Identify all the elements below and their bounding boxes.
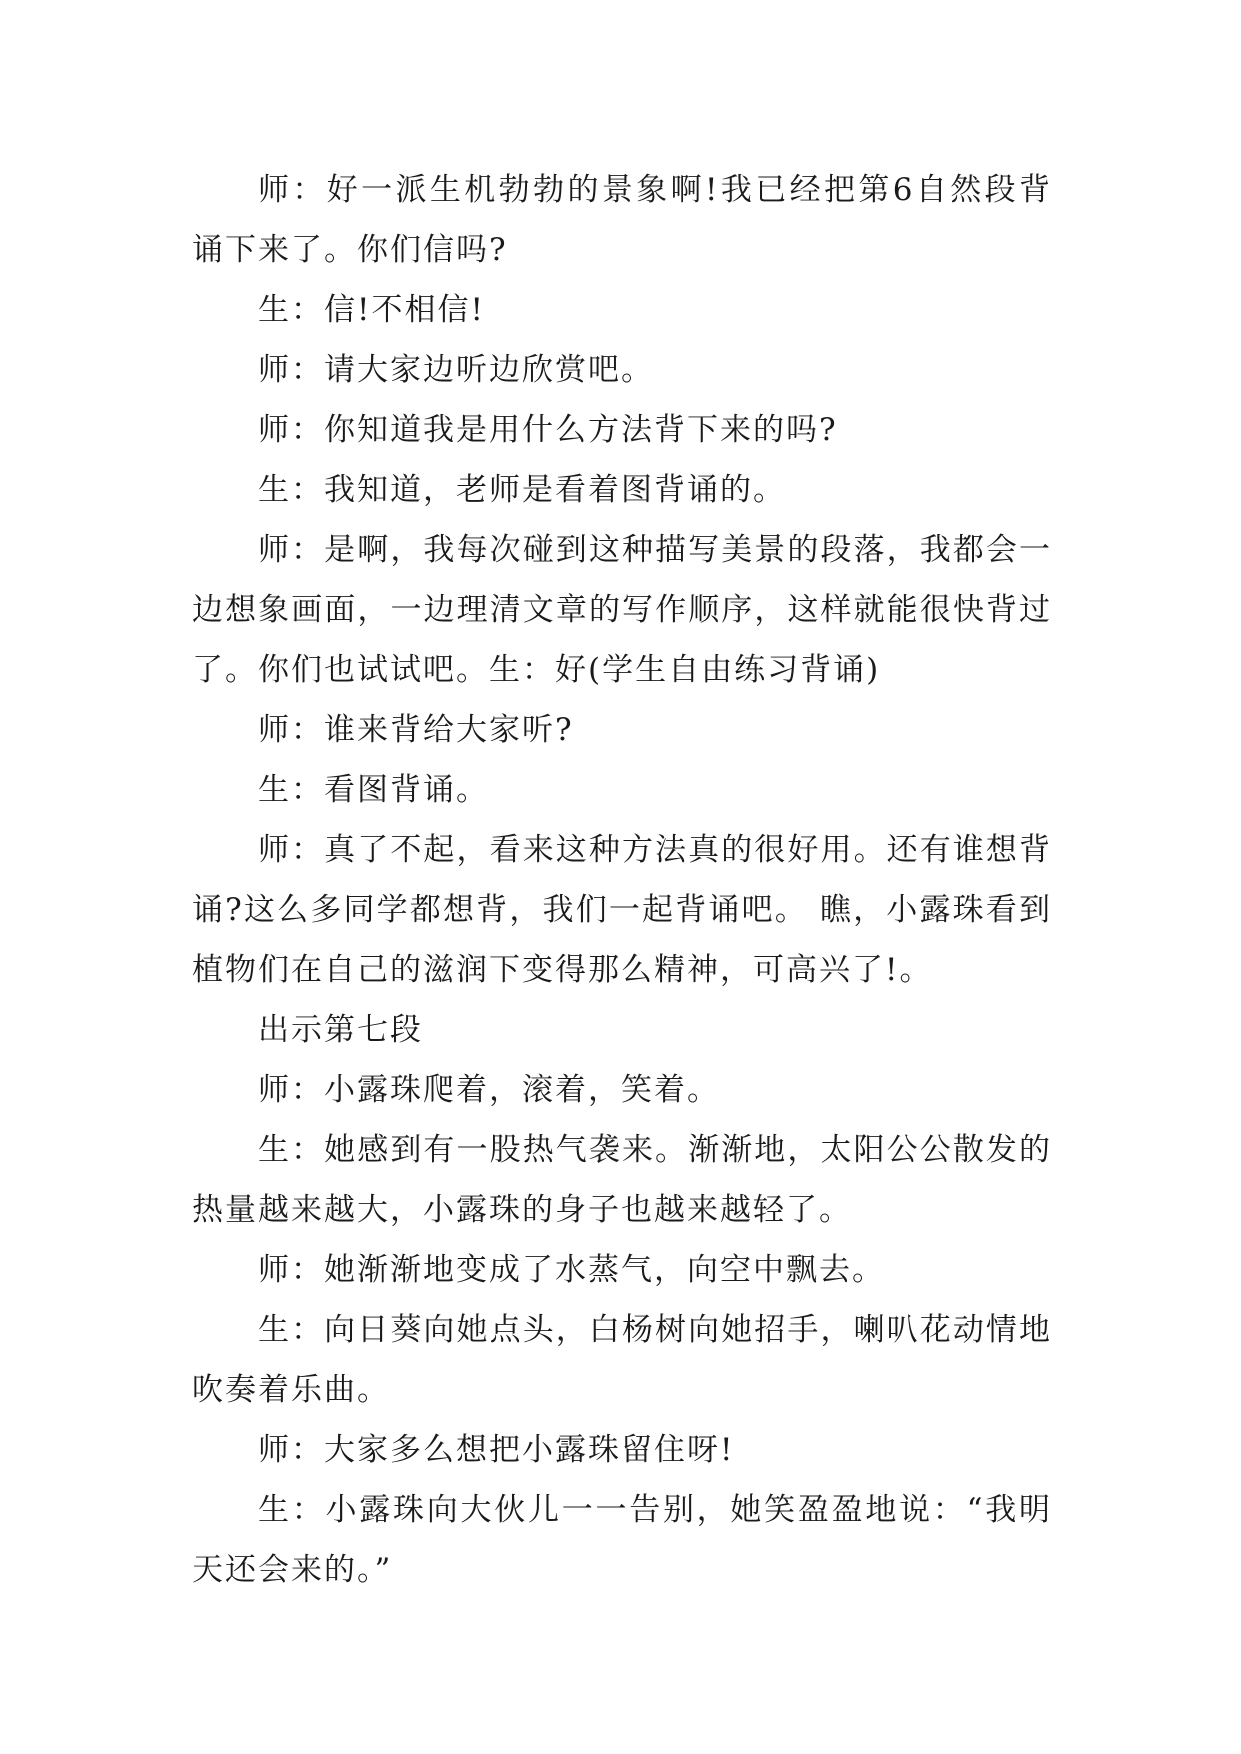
paragraph: 生：小露珠向大伙儿一一告别，她笑盈盈地说：“我明天还会来的。” <box>192 1492 1052 1588</box>
paragraph: 师：谁来背给大家听? <box>258 712 574 748</box>
paragraph: 出示第七段 <box>258 1012 423 1048</box>
paragraph: 师：真了不起，看来这种方法真的很好用。还有谁想背诵?这么多同学都想背，我们一起背诵吧。 瞧，小露珠看到植物们在自己的滋润下变得那么精神，可高兴了!。 <box>192 832 1052 988</box>
paragraph: 师：小露珠爬着，滚着，笑着。 <box>258 1072 720 1108</box>
paragraph: 师：她渐渐地变成了水蒸气，向空中飘去。 <box>258 1252 885 1288</box>
paragraph: 生：向日葵向她点头，白杨树向她招手，喇叭花动情地吹奏着乐曲。 <box>192 1312 1052 1408</box>
paragraph: 师：你知道我是用什么方法背下来的吗? <box>258 412 838 448</box>
paragraph: 师：大家多么想把小露珠留住呀! <box>258 1432 735 1468</box>
paragraph: 师：好一派生机勃勃的景象啊!我已经把第6自然段背诵下来了。你们信吗? <box>192 172 1052 268</box>
paragraph: 生：她感到有一股热气袭来。渐渐地，太阳公公散发的热量越来越大，小露珠的身子也越来越轻了。 <box>192 1132 1052 1228</box>
paragraph: 生：我知道，老师是看着图背诵的。 <box>258 472 786 508</box>
paragraph: 生：信!不相信! <box>258 292 485 328</box>
paragraph: 生：看图背诵。 <box>258 772 489 808</box>
paragraph: 师：请大家边听边欣赏吧。 <box>258 352 654 388</box>
document-body <box>192 160 1052 1600</box>
paragraph: 师：是啊，我每次碰到这种描写美景的段落，我都会一边想象画面，一边理清文章的写作顺序，这样就能很快背过了。你们也试试吧。生：好(学生自由练习背诵) <box>192 532 1052 688</box>
